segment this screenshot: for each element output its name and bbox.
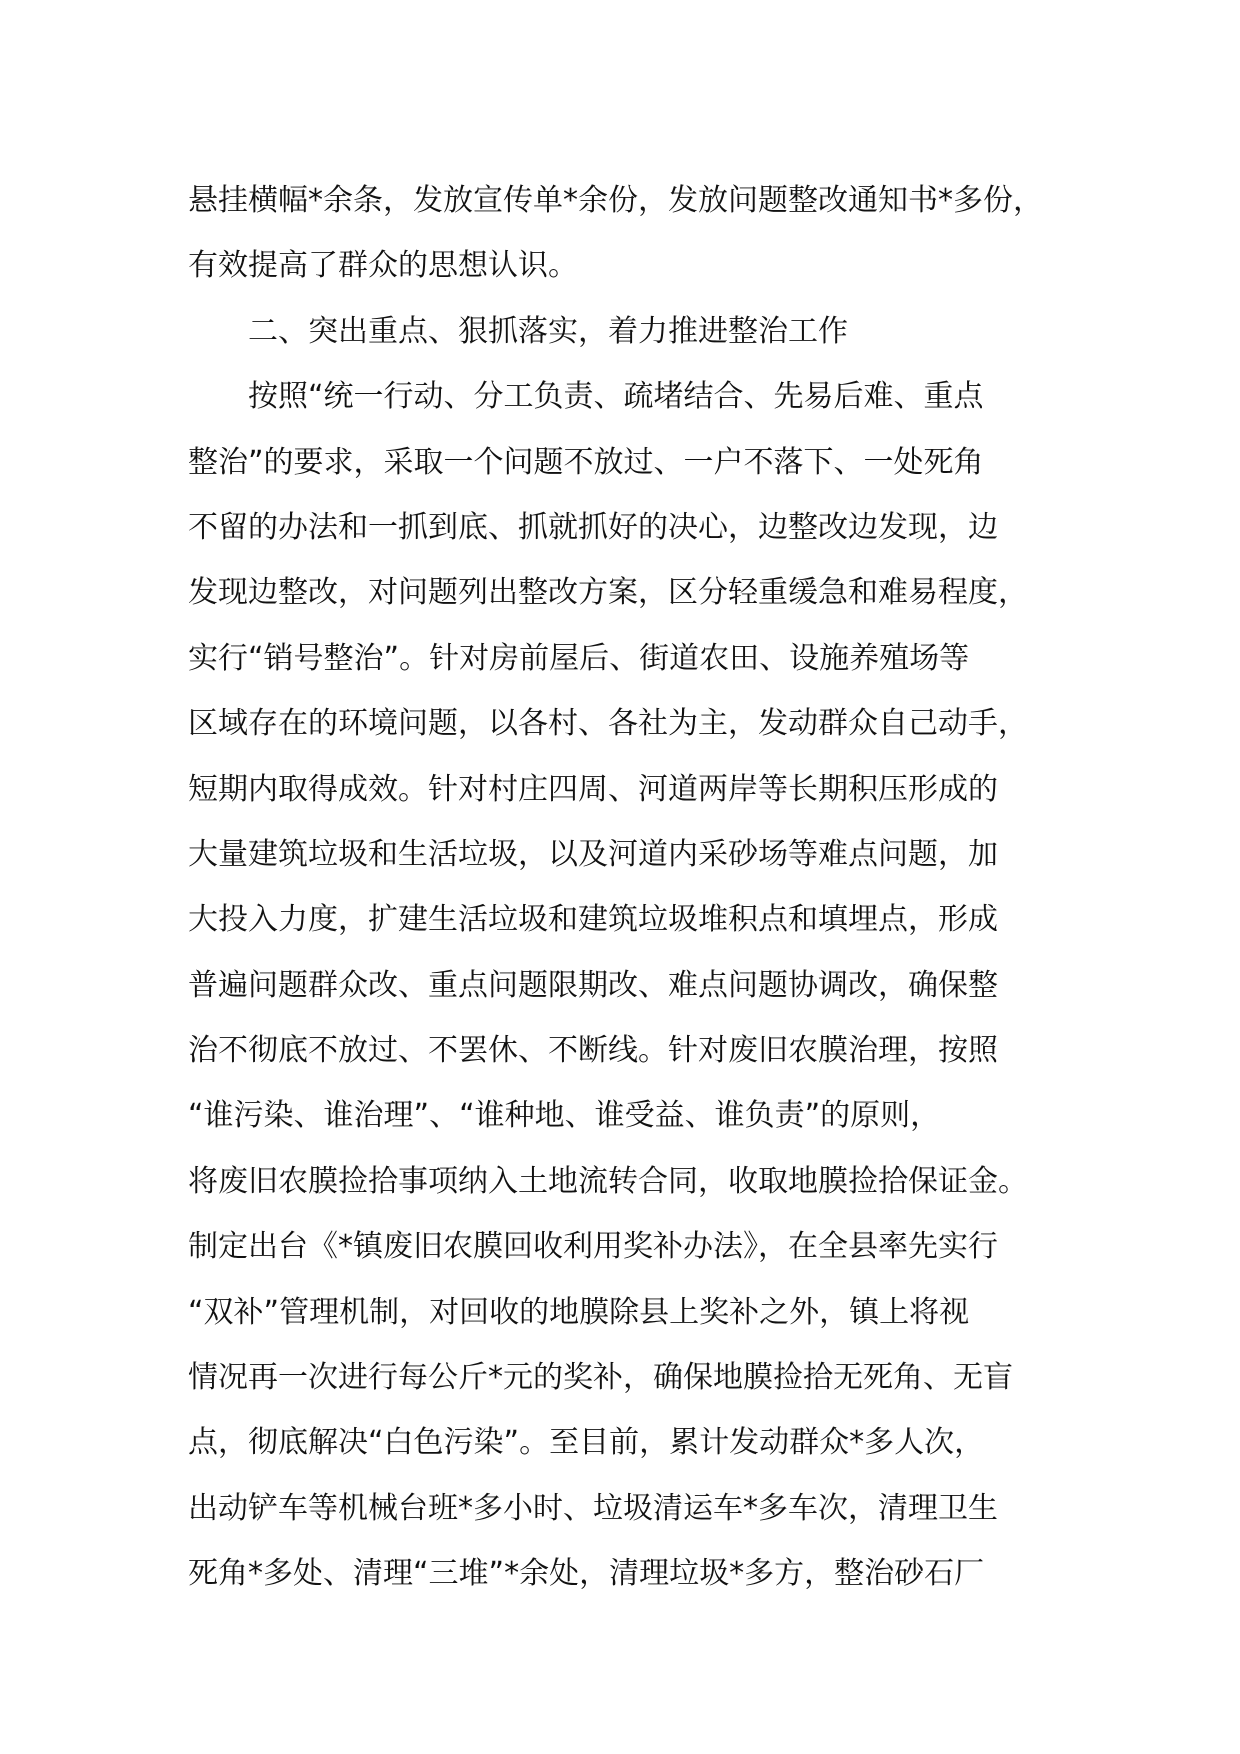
text-line: 普遍问题群众改、重点问题限期改、难点问题协调改，确保整	[188, 967, 998, 1003]
text-line: 实行“销号整治”。针对房前屋后、街道农田、设施养殖场等	[188, 640, 970, 676]
document-body	[188, 168, 1068, 1607]
text-line: 出动铲车等机械台班*多小时、垃圾清运车*多车次，清理卫生	[188, 1490, 998, 1526]
text-line: “谁污染、谁治理”、“谁种地、谁受益、谁负责”的原则，	[188, 1098, 941, 1134]
text-line: 大量建筑垃圾和生活垃圾，以及河道内采砂场等难点问题，加	[188, 836, 998, 872]
paragraph-first-line: 按照“统一行动、分工负责、疏堵结合、先易后难、重点	[248, 379, 984, 415]
text-line: 死角*多处、清理“三堆”*余处，清理垃圾*多方，整治砂石厂	[188, 1556, 985, 1592]
text-line: 制定出台《*镇废旧农膜回收利用奖补办法》，在全县率先实行	[188, 1229, 998, 1265]
text-line: 短期内取得成效。针对村庄四周、河道两岸等长期积压形成的	[188, 771, 998, 807]
text-line: “双补”管理机制，对回收的地膜除县上奖补之外，镇上将视	[188, 1294, 970, 1330]
text-line: 整治”的要求，采取一个问题不放过、一户不落下、一处死角	[188, 444, 984, 480]
text-line: 不留的办法和一抓到底、抓就抓好的决心，边整改边发现，边	[188, 509, 998, 545]
text-line: 有效提高了群众的思想认识。	[188, 248, 578, 284]
text-line: 发现边整改，对问题列出整改方案，区分轻重缓急和难易程度，	[188, 575, 1028, 611]
section-heading: 二、突出重点、狠抓落实，着力推进整治工作	[248, 313, 848, 349]
text-line: 区域存在的环境问题，以各村、各社为主，发动群众自己动手，	[188, 706, 1028, 742]
text-line: 治不彻底不放过、不罢休、不断线。针对废旧农膜治理，按照	[188, 1033, 998, 1069]
text-line: 大投入力度，扩建生活垃圾和建筑垃圾堆积点和填埋点，形成	[188, 902, 998, 938]
text-line: 悬挂横幅*余条，发放宣传单*余份，发放问题整改通知书*多份，	[188, 183, 1043, 218]
text-line: 将废旧农膜捡拾事项纳入土地流转合同，收取地膜捡拾保证金。	[188, 1163, 1028, 1199]
text-line: 情况再一次进行每公斤*元的奖补，确保地膜捡拾无死角、无盲	[188, 1360, 1013, 1396]
text-line: 点，彻底解决“白色污染”。至目前，累计发动群众*多人次，	[188, 1425, 985, 1461]
